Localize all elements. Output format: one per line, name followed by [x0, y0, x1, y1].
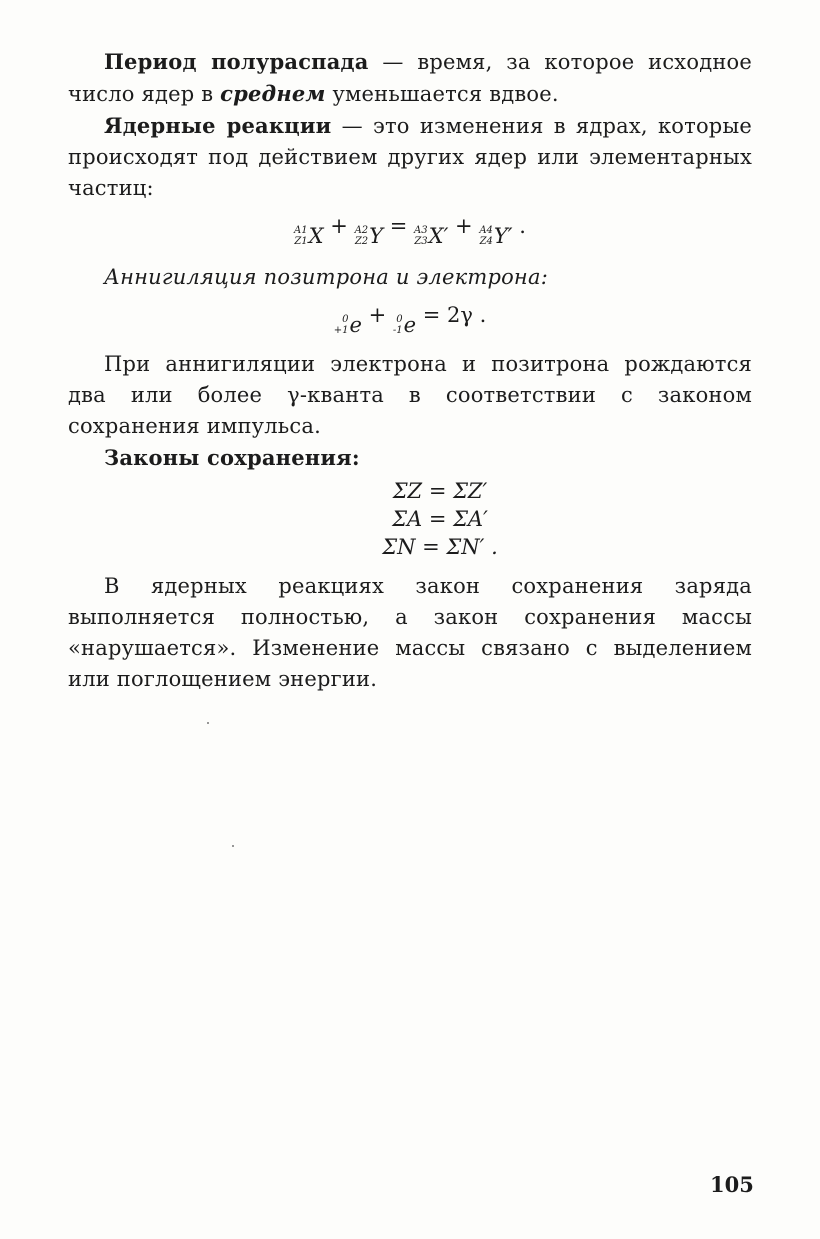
n4-mass: A4 [479, 225, 493, 236]
half-life-paragraph [68, 46, 752, 110]
positron [334, 305, 362, 345]
n2-symbol: Y [369, 224, 384, 248]
neutron-conservation: ΣN = ΣN′ . [382, 535, 498, 559]
nuclear-reactions-text: — это изменения в ядрах, которые происходят под действием других ядер или элементарных частиц: [68, 114, 752, 200]
n3-charge: Z3 [414, 236, 428, 247]
positron-charge: +1 [333, 325, 349, 336]
speck-2 [232, 845, 234, 847]
n3-mass: A3 [414, 225, 428, 236]
nuclide-4 [479, 216, 512, 256]
electron-symbol: e [403, 313, 417, 337]
page-content [68, 46, 752, 695]
n4-charge: Z4 [479, 236, 493, 247]
n2-charge: Z2 [354, 236, 369, 247]
n3-symbol: X′ [428, 224, 449, 248]
positron-symbol: e [349, 313, 362, 337]
page-number: 105 [710, 1172, 754, 1197]
electron-mass: 0 [396, 314, 403, 325]
n1-symbol: X [308, 224, 324, 248]
nuclide-2 [355, 216, 383, 256]
n1-mass: A1 [294, 225, 308, 236]
charge-conservation: ΣZ = ΣZ′ [392, 479, 488, 503]
annihilation-paragraph: При аннигиляции электрона и позитрона рождаются два или более γ-кванта в соответствии с законом сохранения импульса. [68, 352, 752, 438]
plus-sign: + [330, 214, 348, 238]
nuclide-3 [414, 216, 448, 256]
equation-end: . [519, 214, 526, 238]
electron [393, 305, 416, 345]
positron-mass: 0 [342, 314, 349, 325]
nuclide-1 [294, 216, 324, 256]
annihilation-equation [68, 295, 752, 345]
annihilation-plus: + [368, 303, 387, 327]
half-life-text-a: — время, за которое исходное число ядер в [68, 50, 752, 106]
electron-charge: -1 [392, 325, 403, 336]
half-life-emphasis: среднем [220, 81, 326, 106]
nuclear-reactions-paragraph [68, 110, 752, 204]
n1-charge: Z1 [294, 236, 308, 247]
conservation-laws [128, 477, 752, 561]
annihilation-result: = 2γ . [422, 303, 487, 327]
conservation-heading: Законы сохранения: [104, 445, 360, 470]
n2-mass: A2 [354, 225, 369, 236]
n4-symbol: Y′ [493, 224, 513, 248]
speck-1 [207, 722, 209, 724]
half-life-term: Период полураспада [104, 49, 369, 74]
plus-sign-2: + [455, 214, 473, 238]
half-life-text-b: уменьшается вдвое. [325, 82, 559, 106]
nuclear-reactions-term: Ядерные реакции [104, 113, 332, 138]
conservation-paragraph: В ядерных реакциях закон сохранения заряда выполняется полностью, а закон сохранения массы «нарушается». Изменение массы связано с выделением или поглощением энергии. [68, 574, 752, 691]
annihilation-heading: Аннигиляция позитрона и электрона: [104, 265, 548, 289]
reaction-equation [68, 206, 752, 256]
mass-number-conservation: ΣA = ΣA′ [392, 507, 488, 531]
equals-sign: = [389, 214, 408, 238]
